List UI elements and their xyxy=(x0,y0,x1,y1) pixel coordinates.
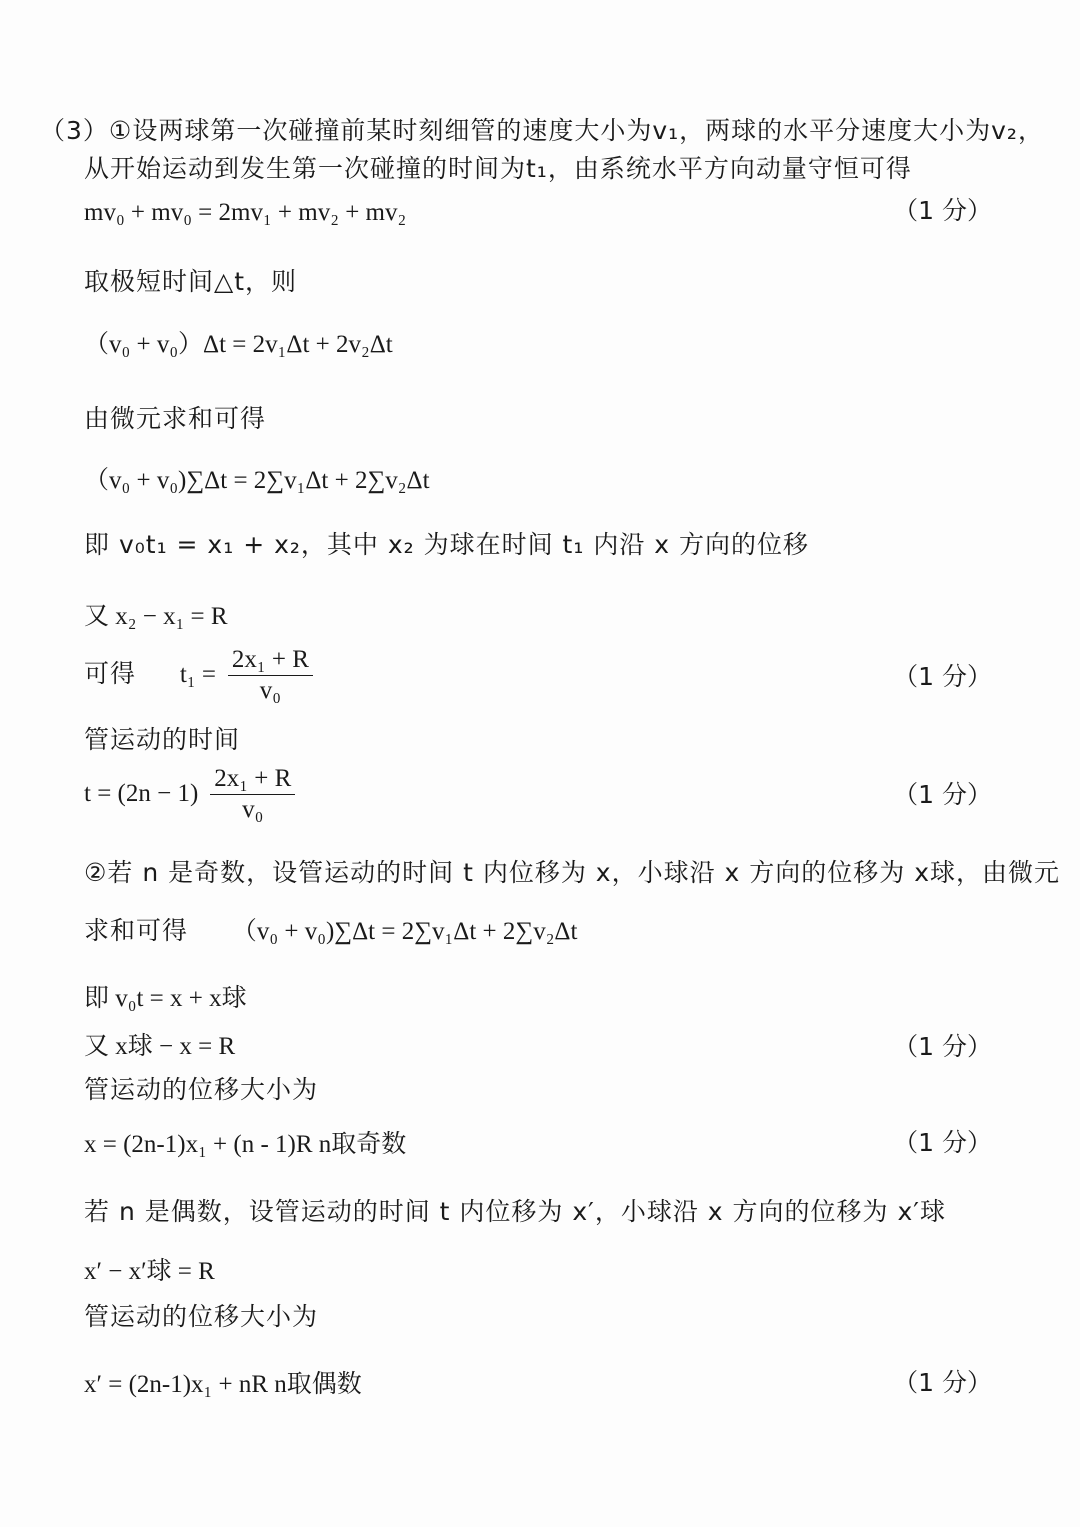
equation-odd-result: x = (2n-1)x₁ + (n - 1)R n取奇数 xyxy=(84,1131,407,1158)
score-mark-5: （1 分） xyxy=(893,1128,992,1157)
solution-line-3: 取极短时间△t，则 xyxy=(84,267,298,296)
equation-odd-difference: 又 x球 − x = R xyxy=(84,1033,236,1060)
equation-momentum: mv₀ + mv₀ = 2mv₁ + mv₂ + mv₂ xyxy=(84,199,407,226)
solution-line-2: 从开始运动到发生第一次碰撞的时间为t₁，由系统水平方向动量守恒可得 xyxy=(84,154,912,183)
equation-displacement-diff: 又 x₂ − x₁ = R xyxy=(84,603,228,630)
equation-tube-time-lhs: t = (2n − 1) xyxy=(84,780,199,807)
score-mark-2: （1 分） xyxy=(893,662,992,691)
solution-line-18: 管运动的位移大小为 xyxy=(84,1302,319,1331)
equation-odd-summation: （v₀ + v₀)∑Δt = 2∑v₁Δt + 2∑v₂Δt xyxy=(231,918,578,945)
score-mark-3: （1 分） xyxy=(893,780,992,809)
score-mark-4: （1 分） xyxy=(893,1032,992,1061)
equation-summation: （v₀ + v₀)∑Δt = 2∑v₁Δt + 2∑v₂Δt xyxy=(84,467,430,494)
solution-line-11-label: 求和可得 xyxy=(84,916,189,945)
score-mark-1: （1 分） xyxy=(893,196,992,225)
solution-line-1: （3）①设两球第一次碰撞前某时刻细管的速度大小为v₁，两球的水平分速度大小为v₂， xyxy=(40,116,1044,145)
equation-short-time: （v₀ + v₀）Δt = 2v₁Δt + 2v₂Δt xyxy=(84,331,393,358)
equation-even-result: x′ = (2n-1)x₁ + nR n取偶数 xyxy=(84,1371,362,1398)
fraction-denominator: v₀ xyxy=(259,677,281,704)
equation-t1-fraction xyxy=(228,645,313,706)
equation-tube-time xyxy=(84,764,1000,825)
solution-line-8: 管运动的时间 xyxy=(84,725,241,754)
solution-line-16: 若 n 是偶数，设管运动的时间 t 内位移为 x′，小球沿 x 方向的位移为 x′球 xyxy=(84,1197,946,1226)
equation-t1-lhs: t₁ = xyxy=(179,661,216,688)
solution-line-5: 即 v₀t₁ = x₁ + x₂，其中 x₂ 为球在时间 t₁ 内沿 x 方向的位移 xyxy=(84,530,810,559)
fraction-numerator: 2x₁ + R xyxy=(228,645,313,676)
equation-t1 xyxy=(84,645,1000,706)
solution-line-10: ②若 n 是奇数，设管运动的时间 t 内位移为 x，小球沿 x 方向的位移为 x球，由微元 xyxy=(84,858,1061,887)
solution-line-14: 管运动的位移大小为 xyxy=(84,1075,319,1104)
equation-odd-sum-result: 即 v₀t = x + x球 xyxy=(84,985,247,1012)
score-mark-6: （1 分） xyxy=(893,1368,992,1397)
solution-line-4: 由微元求和可得 xyxy=(84,404,267,433)
fraction-denominator: v₀ xyxy=(242,796,264,823)
equation-t1-label: 可得 xyxy=(84,659,137,688)
equation-tube-time-fraction xyxy=(210,764,295,825)
solution-line-11 xyxy=(84,914,1000,949)
equation-even-difference: x′ − x′球 = R xyxy=(84,1258,215,1285)
fraction-numerator: 2x₁ + R xyxy=(210,764,295,795)
